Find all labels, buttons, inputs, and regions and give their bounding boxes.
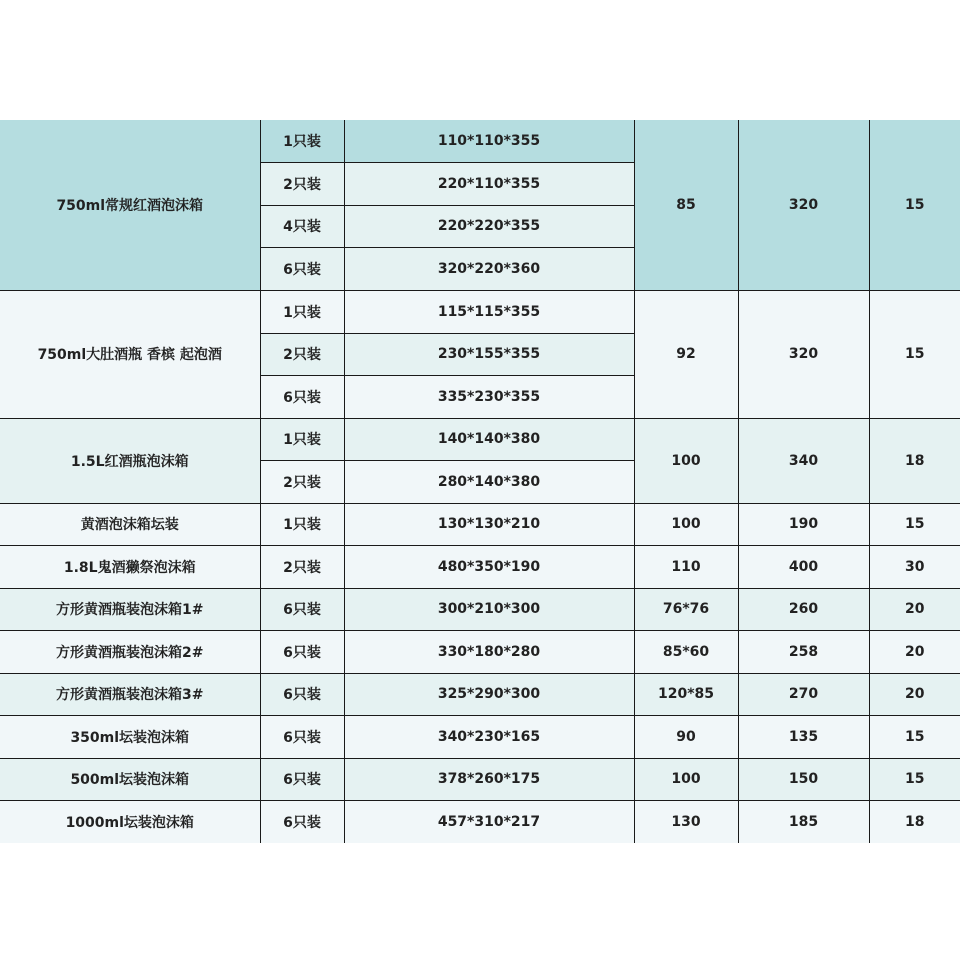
pack-count-cell: 6只装 [260, 247, 344, 290]
value-cell-1: 100 [634, 418, 738, 503]
box-size-cell: 457*310*217 [344, 800, 634, 843]
pack-count-cell: 6只装 [260, 715, 344, 758]
table-body [0, 120, 960, 843]
value-cell-1: 120*85 [634, 673, 738, 715]
value-cell-1: 90 [634, 715, 738, 758]
product-name-cell: 方形黄酒瓶装泡沫箱1# [0, 588, 260, 630]
value-cell-3: 20 [869, 673, 960, 715]
pack-count-cell: 1只装 [260, 120, 344, 162]
product-name-cell: 1.5L红酒瓶泡沫箱 [0, 418, 260, 503]
pack-count-cell: 1只装 [260, 290, 344, 333]
value-cell-1: 100 [634, 758, 738, 800]
value-cell-3: 20 [869, 588, 960, 630]
product-name-cell: 750ml常规红酒泡沫箱 [0, 120, 260, 290]
box-size-cell: 378*260*175 [344, 758, 634, 800]
product-name-cell: 1000ml坛装泡沫箱 [0, 800, 260, 843]
value-cell-2: 320 [738, 120, 869, 290]
product-spec-table [0, 120, 960, 843]
product-name-cell: 500ml坛装泡沫箱 [0, 758, 260, 800]
value-cell-3: 30 [869, 545, 960, 588]
value-cell-2: 258 [738, 630, 869, 673]
product-name-cell: 750ml大肚酒瓶 香槟 起泡酒 [0, 290, 260, 418]
product-name-cell: 方形黄酒瓶装泡沫箱3# [0, 673, 260, 715]
product-name-cell: 黄酒泡沫箱坛装 [0, 503, 260, 545]
value-cell-2: 260 [738, 588, 869, 630]
table-row [0, 715, 960, 758]
table-row [0, 630, 960, 673]
value-cell-2: 400 [738, 545, 869, 588]
box-size-cell: 325*290*300 [344, 673, 634, 715]
product-name-cell: 350ml坛装泡沫箱 [0, 715, 260, 758]
table-row [0, 503, 960, 545]
box-size-cell: 220*110*355 [344, 162, 634, 205]
pack-count-cell: 6只装 [260, 630, 344, 673]
value-cell-3: 18 [869, 800, 960, 843]
pack-count-cell: 2只装 [260, 333, 344, 375]
value-cell-2: 135 [738, 715, 869, 758]
pack-count-cell: 4只装 [260, 205, 344, 247]
pack-count-cell: 2只装 [260, 460, 344, 503]
value-cell-1: 85*60 [634, 630, 738, 673]
pack-count-cell: 6只装 [260, 375, 344, 418]
table-row [0, 418, 960, 460]
product-name-cell: 方形黄酒瓶装泡沫箱2# [0, 630, 260, 673]
box-size-cell: 330*180*280 [344, 630, 634, 673]
table-row [0, 545, 960, 588]
box-size-cell: 320*220*360 [344, 247, 634, 290]
pack-count-cell: 6只装 [260, 800, 344, 843]
pack-count-cell: 1只装 [260, 418, 344, 460]
box-size-cell: 280*140*380 [344, 460, 634, 503]
table-row [0, 800, 960, 843]
value-cell-1: 100 [634, 503, 738, 545]
box-size-cell: 110*110*355 [344, 120, 634, 162]
table-row [0, 673, 960, 715]
pack-count-cell: 1只装 [260, 503, 344, 545]
table-row [0, 758, 960, 800]
value-cell-3: 18 [869, 418, 960, 503]
box-size-cell: 115*115*355 [344, 290, 634, 333]
value-cell-3: 15 [869, 120, 960, 290]
box-size-cell: 130*130*210 [344, 503, 634, 545]
pack-count-cell: 6只装 [260, 588, 344, 630]
value-cell-3: 20 [869, 630, 960, 673]
value-cell-2: 270 [738, 673, 869, 715]
box-size-cell: 335*230*355 [344, 375, 634, 418]
value-cell-1: 110 [634, 545, 738, 588]
value-cell-2: 320 [738, 290, 869, 418]
table-row [0, 588, 960, 630]
table-row [0, 290, 960, 333]
box-size-cell: 340*230*165 [344, 715, 634, 758]
product-name-cell: 1.8L鬼酒獭祭泡沫箱 [0, 545, 260, 588]
value-cell-3: 15 [869, 758, 960, 800]
pack-count-cell: 2只装 [260, 162, 344, 205]
value-cell-2: 150 [738, 758, 869, 800]
box-size-cell: 480*350*190 [344, 545, 634, 588]
value-cell-2: 190 [738, 503, 869, 545]
value-cell-2: 340 [738, 418, 869, 503]
value-cell-1: 130 [634, 800, 738, 843]
value-cell-1: 92 [634, 290, 738, 418]
value-cell-3: 15 [869, 503, 960, 545]
value-cell-1: 76*76 [634, 588, 738, 630]
box-size-cell: 140*140*380 [344, 418, 634, 460]
value-cell-3: 15 [869, 715, 960, 758]
value-cell-2: 185 [738, 800, 869, 843]
pack-count-cell: 2只装 [260, 545, 344, 588]
box-size-cell: 220*220*355 [344, 205, 634, 247]
box-size-cell: 230*155*355 [344, 333, 634, 375]
pack-count-cell: 6只装 [260, 758, 344, 800]
pack-count-cell: 6只装 [260, 673, 344, 715]
value-cell-1: 85 [634, 120, 738, 290]
value-cell-3: 15 [869, 290, 960, 418]
table-row [0, 120, 960, 162]
box-size-cell: 300*210*300 [344, 588, 634, 630]
